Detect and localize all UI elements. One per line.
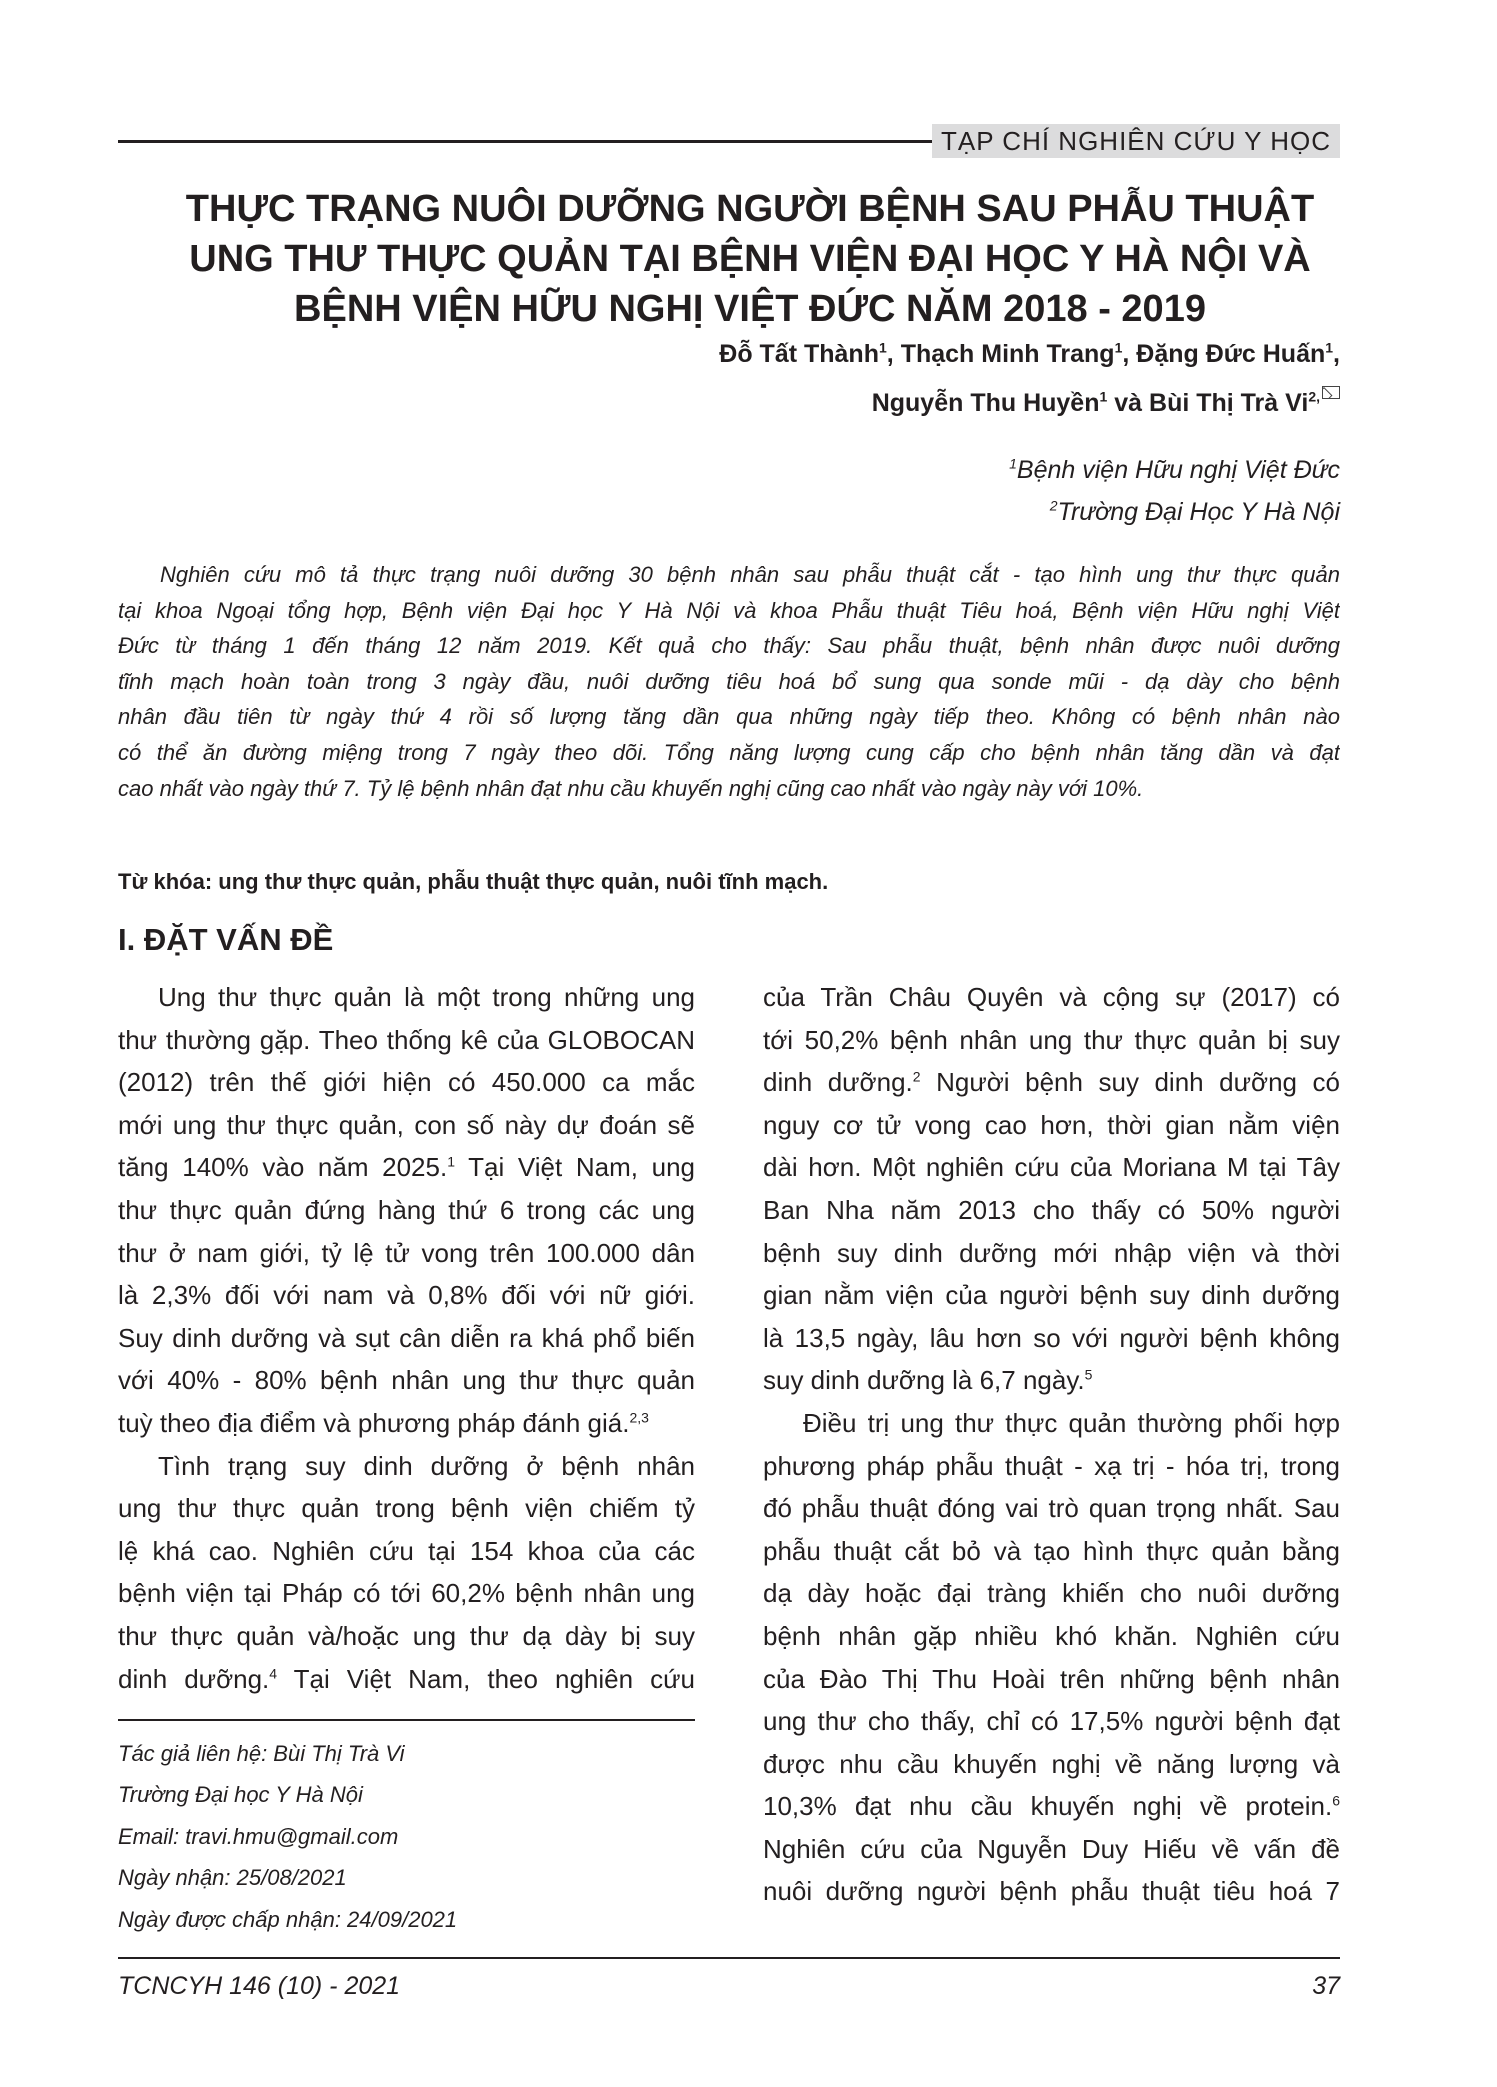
abstract-line: tại khoa Ngoại tổng hợp, Bệnh viện Đại học Y Hà Nội và khoa Phẫu thuật Tiêu hoá, Bệnh viện Hữu nghị Việt [118, 597, 1340, 623]
affil-text: Trường Đại Học Y Hà Nội [1057, 498, 1340, 526]
correspondence-footnote [118, 1733, 457, 1940]
text-line: bệnh suy dinh dưỡng mới nhập viện và thời [763, 1237, 1340, 1268]
header-rule [118, 140, 934, 143]
text-line: Suy dinh dưỡng và sụt cân diễn ra khá phổ biến [118, 1322, 695, 1353]
text-line: gian nằm viện của người bệnh suy dinh dưỡng [763, 1280, 1340, 1311]
text-line: nguy cơ tử vong cao hơn, thời gian nằm viện [763, 1109, 1340, 1140]
text-line [763, 1785, 1340, 1828]
text-line: Tình trạng suy dinh dưỡng ở bệnh nhân [158, 1450, 695, 1481]
affil-number: 2 [1049, 497, 1058, 514]
text-line: Ban Nha năm 2013 cho thấy có 50% người [763, 1194, 1340, 1225]
text-segment: Tại Việt Nam, ung [455, 1152, 696, 1183]
body-column-left [118, 976, 695, 1700]
text-segment: Tại Việt Nam, theo nghiên cứu [277, 1663, 695, 1694]
abstract-line: tĩnh mạch hoàn toàn trong 3 ngày đầu, nuôi dưỡng tiêu hoá bổ sung qua sonde mũi - dạ dày cho bệnh [118, 668, 1340, 694]
text-line: mới ung thư thực quản, con số này dự đoán sẽ [118, 1109, 695, 1140]
text-segment: tuỳ theo địa điểm và phương pháp đánh giá. [118, 1407, 630, 1438]
text-segment: 10,3% đạt nhu cầu khuyến nghị về protein. [763, 1791, 1333, 1822]
text-line: thư thực quản và/hoặc ung thư dạ dày bị suy [118, 1620, 695, 1651]
title-line: THỰC TRẠNG NUÔI DƯỠNG NGƯỜI BỆNH SAU PHẪU THUẬT [185, 188, 1315, 230]
text-line: phẫu thuật cắt bỏ và tạo hình thực quản bằng [763, 1535, 1340, 1566]
affiliation-1 [700, 456, 1340, 485]
author-conjunction: và [1114, 389, 1143, 417]
author-affil-mark: 1 [878, 339, 887, 356]
text-line: với 40% - 80% bệnh nhân ung thư thực quản [118, 1365, 695, 1396]
text-line: thư thực quản đứng hàng thứ 6 trong các ung [118, 1194, 695, 1225]
abstract-line: Đức từ tháng 1 đến tháng 12 năm 2019. Kết quả cho thấy: Sau phẫu thuật, bệnh nhân được nuôi dưỡng [118, 633, 1340, 659]
abstract-line: có thể ăn đường miệng trong 7 ngày theo dõi. Tổng năng lượng cung cấp cho bệnh nhân tăng dần và đạt [118, 739, 1340, 765]
page-number: 37 [1312, 1972, 1340, 2000]
text-line: dài hơn. Một nghiên cứu của Moriana M tại Tây [763, 1152, 1340, 1183]
footnote-accepted: Ngày được chấp nhận: 24/09/2021 [118, 1906, 458, 1932]
affiliation-2 [700, 498, 1340, 527]
citation-mark: 5 [1084, 1366, 1093, 1383]
text-line: thư ở nam giới, tỷ lệ tử vong trên 100.000 dân [118, 1237, 695, 1268]
citation-mark: 4 [269, 1664, 278, 1681]
abstract-line: Nghiên cứu mô tả thực trạng nuôi dưỡng 30 bệnh nhân sau phẫu thuật cắt - tạo hình ung thư thực quản [160, 562, 1340, 587]
text-segment: tăng 140% vào năm 2025. [118, 1152, 448, 1183]
text-line [118, 1658, 695, 1701]
article-title [100, 184, 1400, 334]
abstract-line: nhân đầu tiên từ ngày thứ 4 rồi số lượng tăng dần qua những ngày tiếp theo. Không có bệnh nhân nào [118, 704, 1340, 730]
text-segment: dinh dưỡng. [118, 1663, 270, 1694]
author-affil-mark: 1 [1114, 339, 1123, 356]
author-name: Đặng Đức Huấn [1136, 340, 1326, 368]
text-line: Ung thư thực quản là một trong những ung [158, 982, 695, 1012]
author-list [400, 386, 1340, 418]
title-line: UNG THƯ THỰC QUẢN TẠI BỆNH VIỆN ĐẠI HỌC Y HÀ NỘI VÀ [189, 238, 1311, 280]
footer-rule [118, 1957, 1340, 1959]
citation-mark: 2 [912, 1068, 921, 1085]
author-affil-mark: 1 [1325, 339, 1334, 356]
text-line: dạ dày hoặc đại tràng khiến cho nuôi dưỡng [763, 1578, 1340, 1609]
text-line: tới 50,2% bệnh nhân ung thư thực quản bị suy [763, 1024, 1340, 1055]
text-line: phương pháp phẫu thuật - xạ trị - hóa trị, trong [763, 1450, 1340, 1481]
text-line: là 2,3% đối với nam và 0,8% đối với nữ giới. [118, 1280, 695, 1311]
footnote-rule [118, 1719, 695, 1721]
footnote-institution: Trường Đại học Y Hà Nội [118, 1782, 363, 1808]
footnote-email: Email: travi.hmu@gmail.com [118, 1823, 399, 1849]
text-line: thư thường gặp. Theo thống kê của GLOBOCAN [118, 1024, 695, 1055]
abstract-line: cao nhất vào ngày thứ 7. Tỷ lệ bệnh nhân đạt nhu cầu khuyến nghị cũng cao nhất vào ngày này với 10%. [118, 775, 1144, 801]
author-name: Đỗ Tất Thành [719, 340, 879, 368]
text-segment: dinh dưỡng. [763, 1067, 913, 1098]
text-line [763, 1359, 1340, 1402]
text-line [118, 1146, 695, 1189]
citation-mark: 2,3 [629, 1409, 649, 1426]
author-list: Đỗ Tất Thành$^1$, Thạch Minh Trang$^1$, Đặng Đức Huấn$^1$, [719, 339, 1340, 368]
text-line: lệ khá cao. Nghiên cứu tại 154 khoa của các [118, 1535, 695, 1566]
footnote-contact: Tác giả liên hệ: Bùi Thị Trà Vi [118, 1741, 405, 1766]
text-line [118, 1402, 695, 1445]
author-name: Bùi Thị Trà Vi [1149, 389, 1309, 417]
author-name: Thạch Minh Trang [900, 340, 1115, 368]
text-line: bệnh viện tại Pháp có tới 60,2% bệnh nhân ung [118, 1578, 695, 1609]
text-line: của Trần Châu Quyên và cộng sự (2017) có [763, 982, 1340, 1012]
affil-number: 1 [1009, 455, 1017, 472]
affil-text: Bệnh viện Hữu nghị Việt Đức [1016, 456, 1340, 484]
text-line: được nhu cầu khuyến nghị về năng lượng và [763, 1748, 1340, 1779]
text-line: của Đào Thị Thu Hoài trên những bệnh nhân [763, 1663, 1340, 1694]
citation-mark: 1 [447, 1153, 455, 1170]
body-column-right [763, 976, 1340, 1913]
journal-name: TẠP CHÍ NGHIÊN CỨU Y HỌC [932, 124, 1340, 158]
author-affil-mark: 2, [1308, 388, 1320, 405]
text-line: bệnh nhân gặp nhiều khó khăn. Nghiên cứu [763, 1620, 1340, 1651]
footnote-received: Ngày nhận: 25/08/2021 [118, 1865, 347, 1891]
text-line: ung thư thực quản trong bệnh viện chiếm tỷ [118, 1493, 695, 1524]
text-line: Điều trị ung thư thực quản thường phối hợp [803, 1407, 1340, 1438]
citation-mark: 6 [1332, 1792, 1340, 1809]
abstract [118, 557, 1340, 806]
text-segment: Người bệnh suy dinh dưỡng có [920, 1067, 1340, 1098]
author-affil-mark: 1 [1099, 388, 1108, 405]
title-line: BỆNH VIỆN HỮU NGHỊ VIỆT ĐỨC NĂM 2018 - 2019 [294, 288, 1206, 330]
text-line: (2012) trên thế giới hiện có 450.000 ca mắc [118, 1067, 695, 1098]
text-line: Nghiên cứu của Nguyễn Duy Hiếu về vấn đề [763, 1833, 1340, 1864]
envelope-icon [1322, 386, 1340, 399]
author-name: Nguyễn Thu Huyền [871, 389, 1100, 417]
footer-citation: TCNCYH 146 (10) - 2021 [118, 1972, 401, 2000]
section-heading: I. ĐẶT VẤN ĐỀ [118, 922, 334, 957]
text-line [763, 1061, 1340, 1104]
keywords: Từ khóa: ung thư thực quản, phẫu thuật thực quản, nuôi tĩnh mạch. [118, 869, 829, 894]
text-line: đó phẫu thuật đóng vai trò quan trọng nhất. Sau [763, 1493, 1340, 1524]
text-line: ung thư cho thấy, chỉ có 17,5% người bệnh đạt [763, 1706, 1340, 1737]
text-line: nuôi dưỡng người bệnh phẫu thuật tiêu hoá 7 [763, 1876, 1340, 1907]
text-segment: suy dinh dưỡng là 6,7 ngày. [763, 1365, 1085, 1396]
text-line: là 13,5 ngày, lâu hơn so với người bệnh không [763, 1322, 1340, 1353]
